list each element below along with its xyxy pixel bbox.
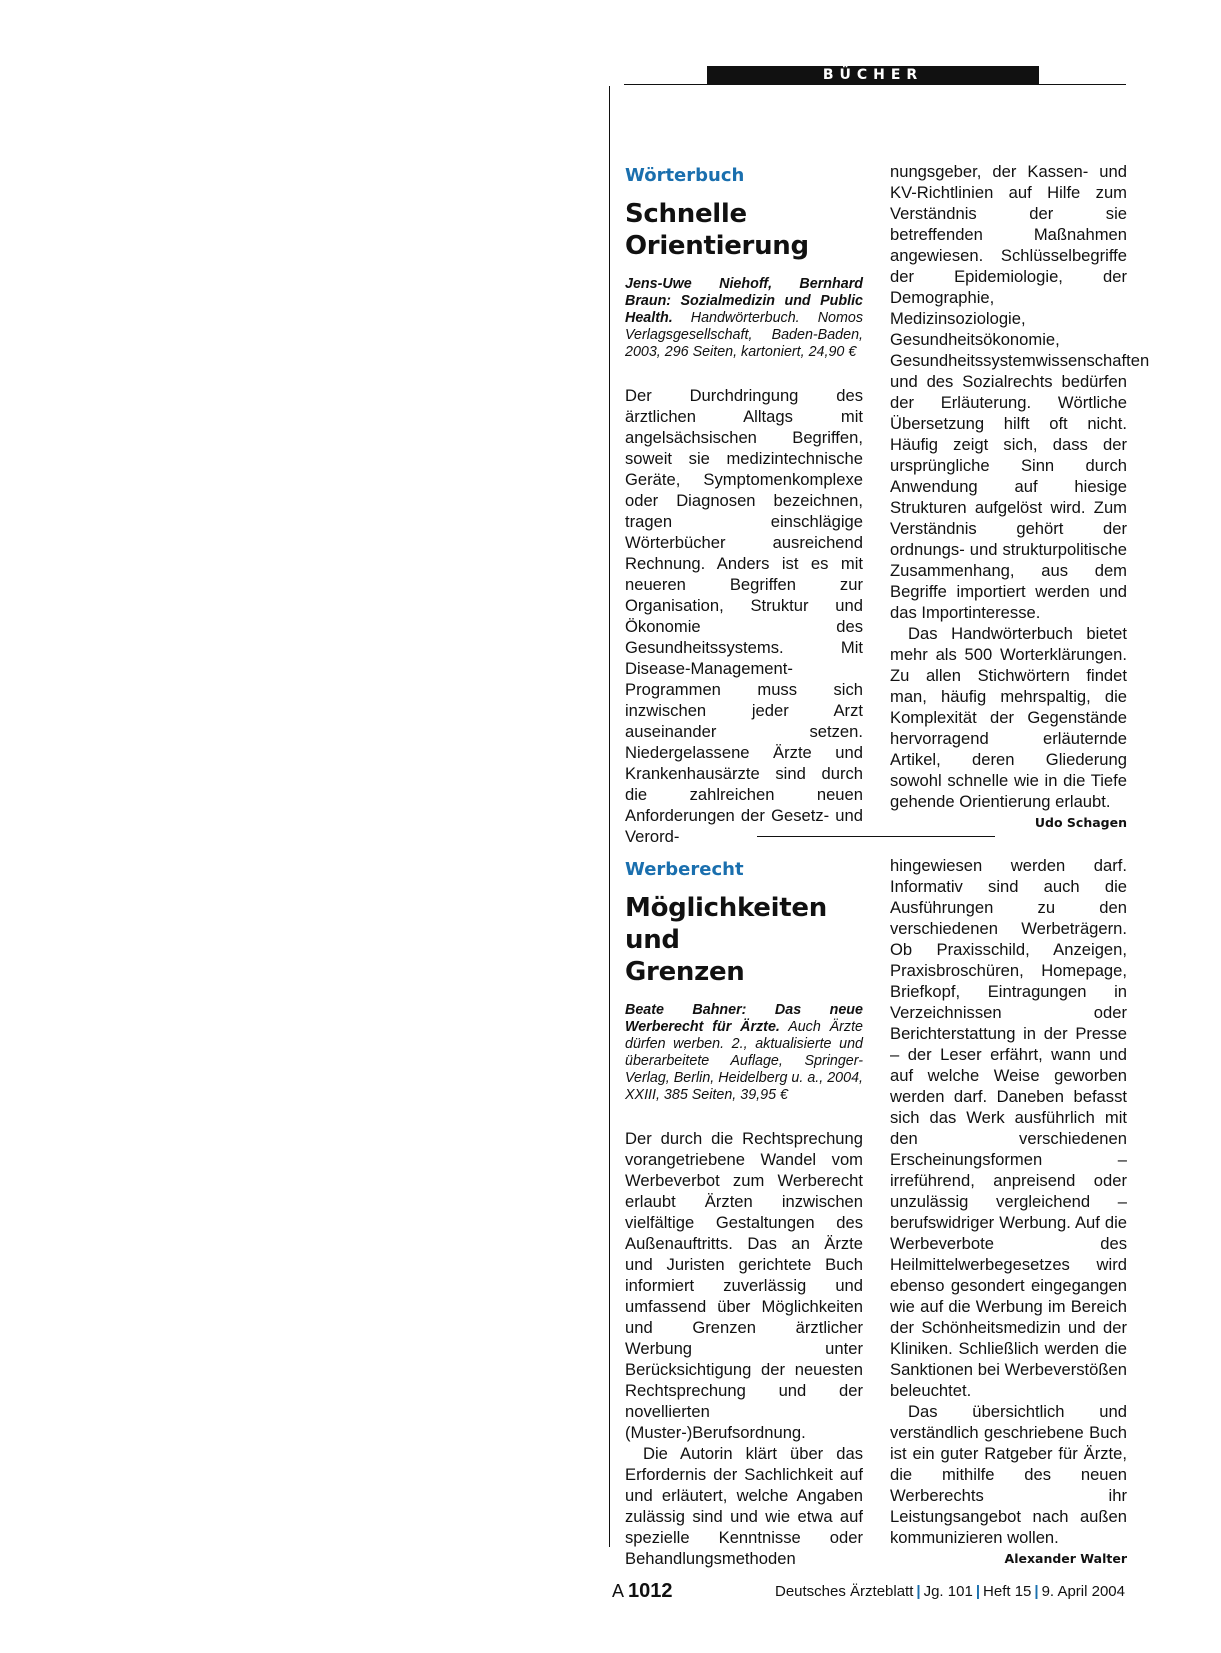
article1-paragraph2-text: Das Handwörterbuch bietet mehr als 500 Worterklärungen. Zu allen Stichwörtern findet man, häufig mehrspaltig, die Komplexität der Gegenstände hervorragend erläuternde Artikel, deren Gliederung sowohl schnelle wie in die Tiefe gehende Orientierung erlaubt. <box>890 624 1127 811</box>
article2-paragraph1: Der durch die Rechtsprechung vorangetriebene Wandel vom Werbeverbot zum Werberecht erlaubt Ärzten inzwischen vielfältige Gestaltungen des Außenauftritts. Das an Ärzte und Juristen gerichtete Buch informiert zuverlässig und umfassend über Möglichkeiten und Grenzen ärztlicher Werbung unter Berücksichtigung der neuesten Rechtsprechung und der novellierten (Muster-)Berufsordnung. <box>625 1129 863 1442</box>
separator-bar: | <box>975 1583 981 1600</box>
page-number-value: 1012 <box>628 1580 673 1602</box>
article2-right-column <box>890 855 1127 1569</box>
journal-citation <box>775 1583 1125 1600</box>
article1-bibliography <box>625 276 863 361</box>
article2-paragraph2-right: hingewiesen werden darf. Informativ sind auch die Ausführungen zu den verschiedenen Werbeträgern. Ob Praxisschild, Anzeigen, Praxisbroschüren, Homepage, Briefkopf, Eintragungen in Verzeichnissen oder Berichterstattung in der Presse – der Leser erfährt, wann und auf welche Weise geworben werden darf. Daneben befasst sich das Werk ausführlich mit den verschiedenen Erscheinungsformen – irreführend, anpreisend oder unzulässig vergleichend – berufswidriger Werbung. Auf die Werbeverbote des Heilmittelwerbegesetzes wird ebenso gesondert eingegangen wie auf die Werbung im Bereich der Schönheitsmedizin und der Kliniken. Schließlich werden die Sanktionen bei Werbeverstößen beleuchtet. <box>890 856 1127 1400</box>
article1-biblio-author-title: Jens-Uwe Niehoff, Bernhard Braun: Sozialmedizin und Public Health. <box>625 276 863 326</box>
section-label: BÜCHER <box>707 66 1039 85</box>
article2-paragraph2-left: Die Autorin klärt über das Erfordernis der Sachlichkeit auf und erläutert, welche Angaben zulässig sind und wie etwa auf spezielle Kenntnisse oder Behandlungsmethoden <box>625 1444 863 1568</box>
journal-issue: Heft 15 <box>983 1583 1032 1600</box>
article1-author: Udo Schagen <box>1034 815 1127 830</box>
article1-kicker: Wörterbuch <box>625 165 745 186</box>
article1-paragraph1-left: Der Durchdringung des ärztlichen Alltags mit angelsächsischen Begriffen, soweit sie medizintechnische Geräte, Symptomenkomplexe oder Diagnosen bezeichnen, tragen einschlägige Wörterbücher ausreichend Rechnung. Anders ist es mit neueren Begriffen zur Organisation, Struktur und Ökonomie des Gesundheitssystems. Mit Disease-Management-Programmen muss sich inzwischen jeder Arzt auseinander setzen. Niedergelassene Ärzte und Krankenhausärzte sind durch die zahlreichen neuen Anforderungen der Gesetz- und Verord- <box>625 386 863 846</box>
article2-biblio-details: Auch Ärzte dürfen werben. 2., aktualisierte und überarbeitete Auflage, Springer-Verlag, Berlin, Heidelberg u. a., 2004, XXIII, 385 Seiten, 39,95 € <box>625 1019 863 1103</box>
article2-paragraph3-text: Das übersichtlich und verständlich geschriebene Buch ist ein guter Ratgeber für Ärzte, die mithilfe des neuen Werberechts ihr Leistungsangebot nach außen kommunizieren wollen. <box>890 1402 1127 1547</box>
article2-headline-line2: Grenzen <box>625 957 745 987</box>
article2-biblio-author-title: Beate Bahner: Das neue Werberecht für Ärzte. <box>625 1002 863 1035</box>
article1-paragraph2 <box>890 623 1127 830</box>
article1-paragraph1-right: nungsgeber, der Kassen- und KV-Richtlinien auf Hilfe zum Verständnis der sie betreffenden Maßnahmen angewiesen. Schlüsselbegriffe der Epidemiologie, der Demographie, Medizinsoziologie, Gesundheitsökonomie, Gesundheitssystemwissenschaften und des Sozialrechts bedürfen der Erläuterung. Wörtliche Übersetzung hilft oft nicht. Häufig zeigt sich, dass der ursprüngliche Sinn durch Anwendung auf hiesige Strukturen aufgelöst wird. Zum Verständnis gehört der ordnungs- und strukturpolitische Zusammenhang, aus dem Begriffe importiert werden und das Importinteresse. <box>890 162 1150 622</box>
article1-right-column <box>890 161 1150 833</box>
article2-paragraph3 <box>890 1401 1127 1566</box>
article-separator <box>757 836 995 837</box>
journal-date: 9. April 2004 <box>1041 1583 1125 1600</box>
page-number <box>612 1580 673 1603</box>
article2-left-column <box>625 859 863 1569</box>
article2-headline <box>625 892 863 988</box>
separator-bar: | <box>916 1583 921 1600</box>
journal-volume: Jg. 101 <box>923 1583 973 1600</box>
article1-left-column <box>625 165 863 847</box>
column-divider <box>609 86 610 1547</box>
journal-name: Deutsches Ärzteblatt <box>774 1583 914 1600</box>
article2-kicker: Werberecht <box>625 859 744 880</box>
article2-bibliography <box>625 1002 863 1104</box>
page-prefix: A <box>612 1581 624 1601</box>
article1-headline-line1: Schnelle <box>625 199 747 229</box>
article1-headline <box>625 198 863 262</box>
article1-biblio-details: Handwörterbuch. Nomos Verlagsgesellschaft, Baden-Baden, 2003, 296 Seiten, kartoniert, 24,90 € <box>625 310 863 360</box>
article2-headline-line1: Möglichkeiten und <box>625 893 827 955</box>
article1-headline-line2: Orientierung <box>625 231 809 261</box>
separator-bar: | <box>1034 1583 1039 1600</box>
article2-author: Alexander Walter <box>1004 1551 1127 1566</box>
